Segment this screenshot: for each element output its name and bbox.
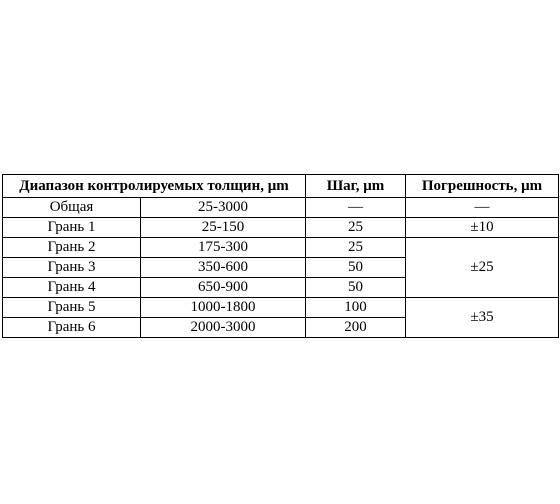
row-name: Грань 2 bbox=[3, 238, 141, 258]
table-row bbox=[3, 238, 559, 258]
header-error: Погрешность, μm bbox=[406, 175, 559, 198]
table-row bbox=[3, 298, 559, 318]
row-step: 50 bbox=[306, 258, 406, 278]
row-step: 50 bbox=[306, 278, 406, 298]
table-row bbox=[3, 218, 559, 238]
row-range: 25-150 bbox=[141, 218, 306, 238]
row-name: Общая bbox=[3, 198, 141, 218]
row-step: — bbox=[306, 198, 406, 218]
row-step: 200 bbox=[306, 318, 406, 338]
row-name: Грань 6 bbox=[3, 318, 141, 338]
row-name: Грань 5 bbox=[3, 298, 141, 318]
row-name: Грань 4 bbox=[3, 278, 141, 298]
thickness-spec-table bbox=[2, 174, 559, 338]
row-step: 25 bbox=[306, 238, 406, 258]
row-step: 25 bbox=[306, 218, 406, 238]
row-step: 100 bbox=[306, 298, 406, 318]
row-range: 350-600 bbox=[141, 258, 306, 278]
table-row bbox=[3, 198, 559, 218]
row-range: 2000-3000 bbox=[141, 318, 306, 338]
header-step: Шаг, μm bbox=[306, 175, 406, 198]
row-error: ±10 bbox=[406, 218, 559, 238]
row-range: 650-900 bbox=[141, 278, 306, 298]
row-range: 1000-1800 bbox=[141, 298, 306, 318]
row-error: — bbox=[406, 198, 559, 218]
header-thickness-range: Диапазон контролируемых толщин, μm bbox=[3, 175, 306, 198]
row-error-merged: ±35 bbox=[406, 298, 559, 338]
row-range: 25-3000 bbox=[141, 198, 306, 218]
row-error-merged: ±25 bbox=[406, 238, 559, 298]
table-header-row bbox=[3, 175, 559, 198]
row-name: Грань 1 bbox=[3, 218, 141, 238]
row-range: 175-300 bbox=[141, 238, 306, 258]
row-name: Грань 3 bbox=[3, 258, 141, 278]
